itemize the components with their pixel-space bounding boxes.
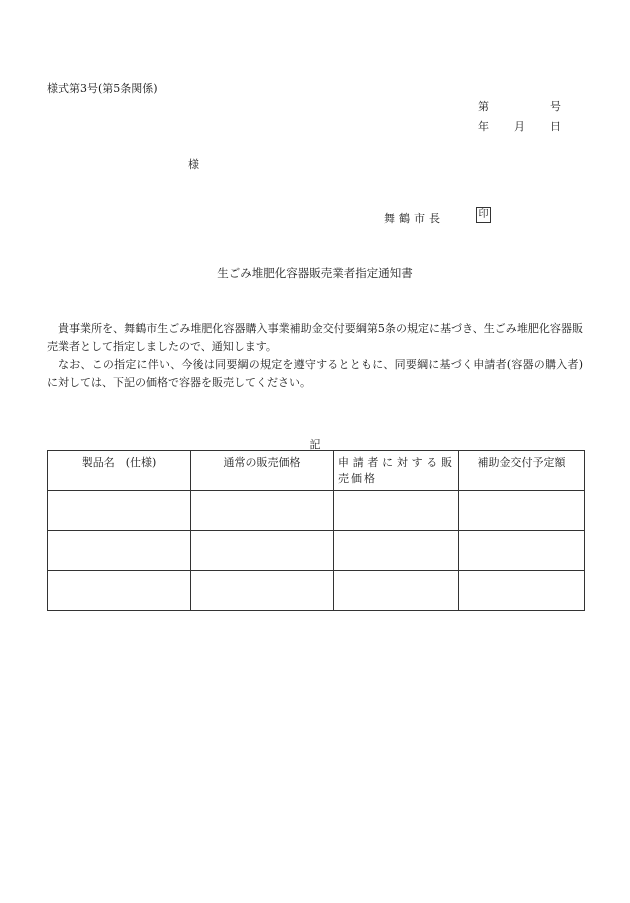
table-cell[interactable] <box>48 571 191 611</box>
column-header-regular-price: 通常の販売価格 <box>191 451 334 491</box>
table-cell[interactable] <box>191 491 334 531</box>
body-paragraph-1: 貴事業所を、舞鶴市生ごみ堆肥化容器購入事業補助金交付要綱第5条の規定に基づき、生ごみ堆肥化容器販売業者として指定しましたので、通知します。 <box>47 322 583 353</box>
body-text <box>47 320 583 392</box>
table-row <box>48 531 585 571</box>
column-header-applicant-price: 申請者に対する販売価格 <box>334 451 459 491</box>
date-year-label: 年 <box>478 120 489 133</box>
addressee-honorific: 様 <box>188 158 199 171</box>
issuer-name: 舞鶴市長 <box>384 212 444 225</box>
table-cell[interactable] <box>191 531 334 571</box>
column-header-product: 製品名 (仕様) <box>48 451 191 491</box>
body-paragraph-2: なお、この指定に伴い、今後は同要綱の規定を遵守するとともに、同要綱に基づく申請者(容器の購入者)に対しては、下記の価格で容器を販売してください。 <box>47 358 583 389</box>
table-cell[interactable] <box>48 531 191 571</box>
seal-mark: 印 <box>476 207 491 223</box>
table-cell[interactable] <box>459 571 585 611</box>
column-header-subsidy-amount: 補助金交付予定額 <box>459 451 585 491</box>
table-row <box>48 491 585 531</box>
table-cell[interactable] <box>191 571 334 611</box>
table-header-row <box>48 451 585 491</box>
table-row <box>48 571 585 611</box>
table-cell[interactable] <box>459 531 585 571</box>
price-table <box>47 450 585 611</box>
table-cell[interactable] <box>334 571 459 611</box>
table-cell[interactable] <box>334 491 459 531</box>
document-number-prefix: 第 <box>478 100 489 113</box>
table-cell[interactable] <box>459 491 585 531</box>
document-title: 生ごみ堆肥化容器販売業者指定通知書 <box>217 266 413 280</box>
table-cell[interactable] <box>48 491 191 531</box>
table-heading: 記 <box>309 438 321 451</box>
date-month-label: 月 <box>514 120 525 133</box>
date-day-label: 日 <box>550 120 561 133</box>
form-number: 様式第3号(第5条関係) <box>47 82 158 95</box>
table-cell[interactable] <box>334 531 459 571</box>
document-number-suffix: 号 <box>550 100 561 113</box>
